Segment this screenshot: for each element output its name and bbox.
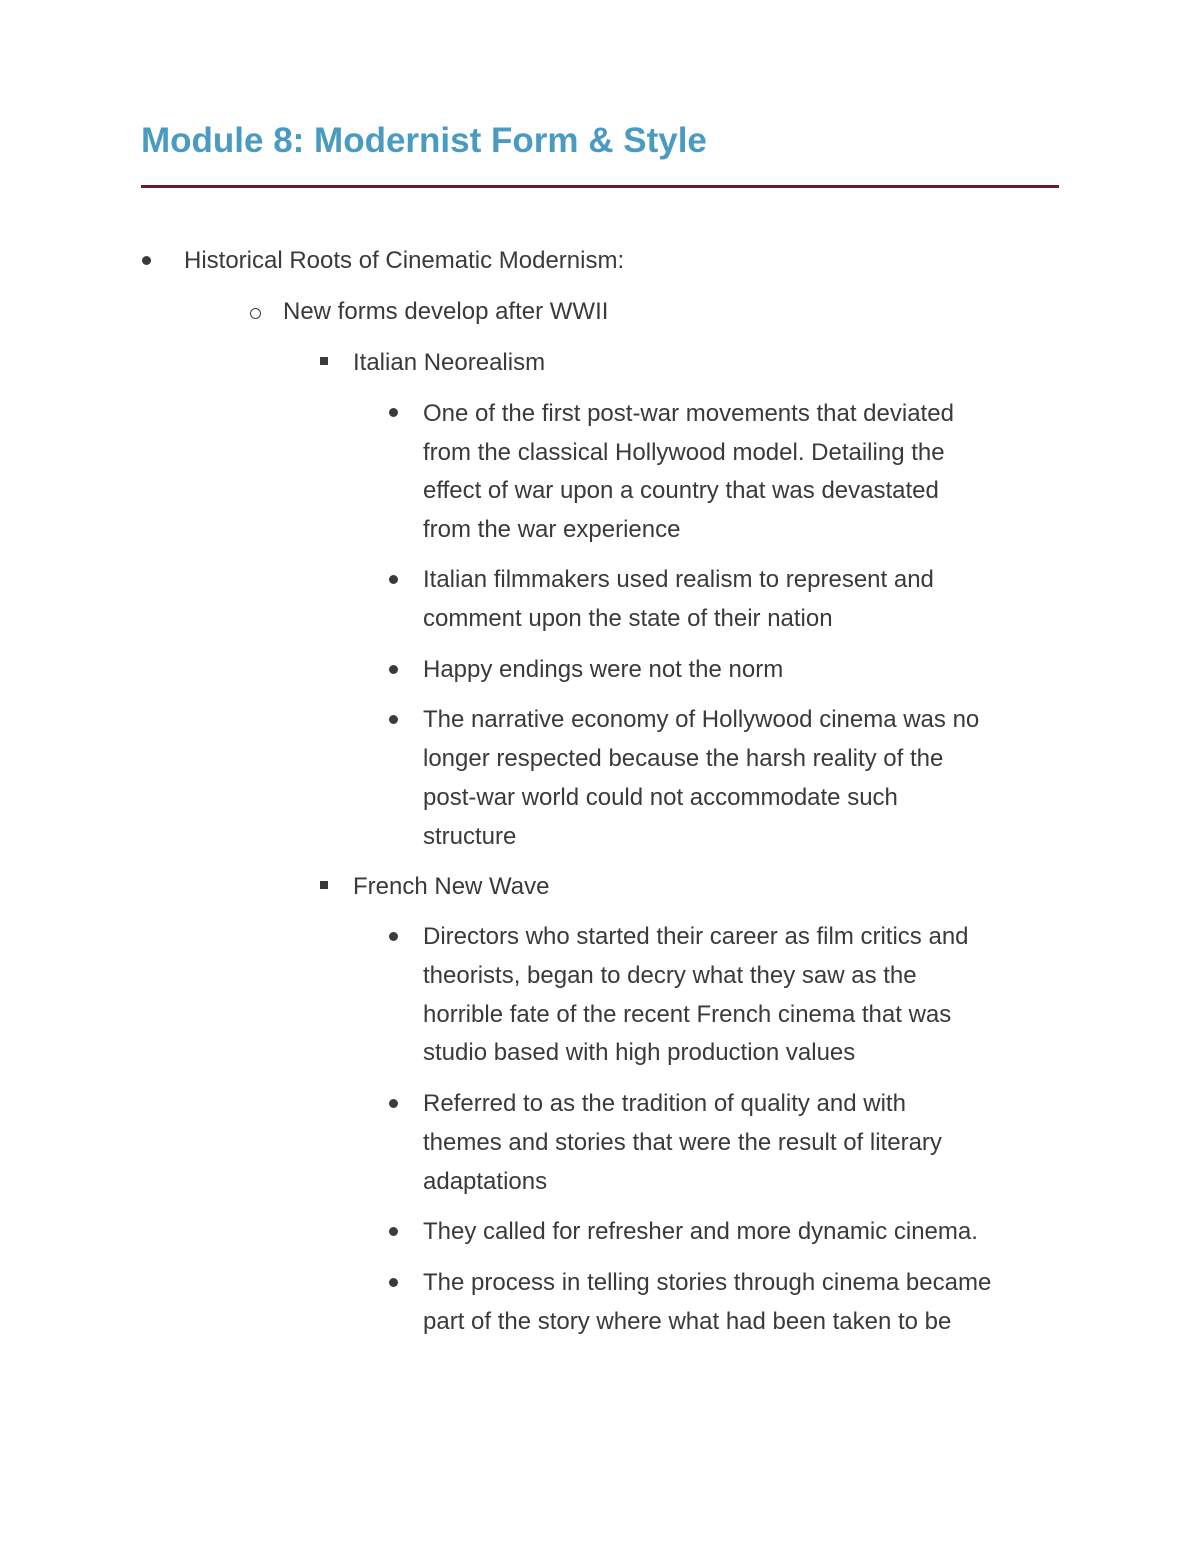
bullet-circle-icon <box>250 308 261 319</box>
outline-level1-item: Historical Roots of Cinematic Modernism: <box>184 247 625 274</box>
bullet-disc-icon <box>389 665 398 674</box>
title-divider <box>141 185 1059 188</box>
list-item-line: part of the story where what had been taken to be <box>423 1308 952 1335</box>
bullet-disc-icon <box>389 1099 398 1108</box>
list-item-line: themes and stories that were the result of literary <box>423 1129 942 1156</box>
list-item-line: They called for refresher and more dynamic cinema. <box>423 1218 978 1245</box>
bullet-disc-icon <box>389 1278 398 1287</box>
page-title: Module 8: Modernist Form & Style <box>141 121 707 160</box>
list-item-line: One of the first post-war movements that deviated <box>423 400 954 427</box>
list-item-line: Happy endings were not the norm <box>423 656 784 683</box>
list-item-line: theorists, began to decry what they saw as the <box>423 962 917 989</box>
outline-level3-heading-french-new-wave: French New Wave <box>353 873 550 900</box>
bullet-disc-icon <box>142 256 151 265</box>
bullet-disc-icon <box>389 1227 398 1236</box>
outline-level3-heading-italian-neorealism: Italian Neorealism <box>353 349 546 376</box>
list-item-line: The narrative economy of Hollywood cinema was no <box>423 706 980 733</box>
bullet-disc-icon <box>389 575 398 584</box>
bullet-disc-icon <box>389 932 398 941</box>
list-item-line: longer respected because the harsh reality of the <box>423 745 944 772</box>
bullet-disc-icon <box>389 408 398 417</box>
list-item-line: horrible fate of the recent French cinema that was <box>423 1001 952 1028</box>
list-item-line: effect of war upon a country that was devastated <box>423 477 939 504</box>
list-item-line: post-war world could not accommodate such <box>423 784 898 811</box>
list-item-line: studio based with high production values <box>423 1039 856 1066</box>
bullet-square-icon <box>320 357 328 365</box>
list-item-line: comment upon the state of their nation <box>423 605 833 632</box>
list-item-line: Referred to as the tradition of quality and with <box>423 1090 906 1117</box>
list-item-line: structure <box>423 823 517 850</box>
outline-level2-item: New forms develop after WWII <box>283 298 609 325</box>
list-item-line: Italian filmmakers used realism to represent and <box>423 566 934 593</box>
list-item-line: from the classical Hollywood model. Detailing the <box>423 439 945 466</box>
list-item-line: adaptations <box>423 1168 548 1195</box>
list-item-line: Directors who started their career as film critics and <box>423 923 969 950</box>
bullet-square-icon <box>320 881 328 889</box>
list-item-line: from the war experience <box>423 516 681 543</box>
bullet-disc-icon <box>389 715 398 724</box>
list-item-line: The process in telling stories through cinema became <box>423 1269 992 1296</box>
